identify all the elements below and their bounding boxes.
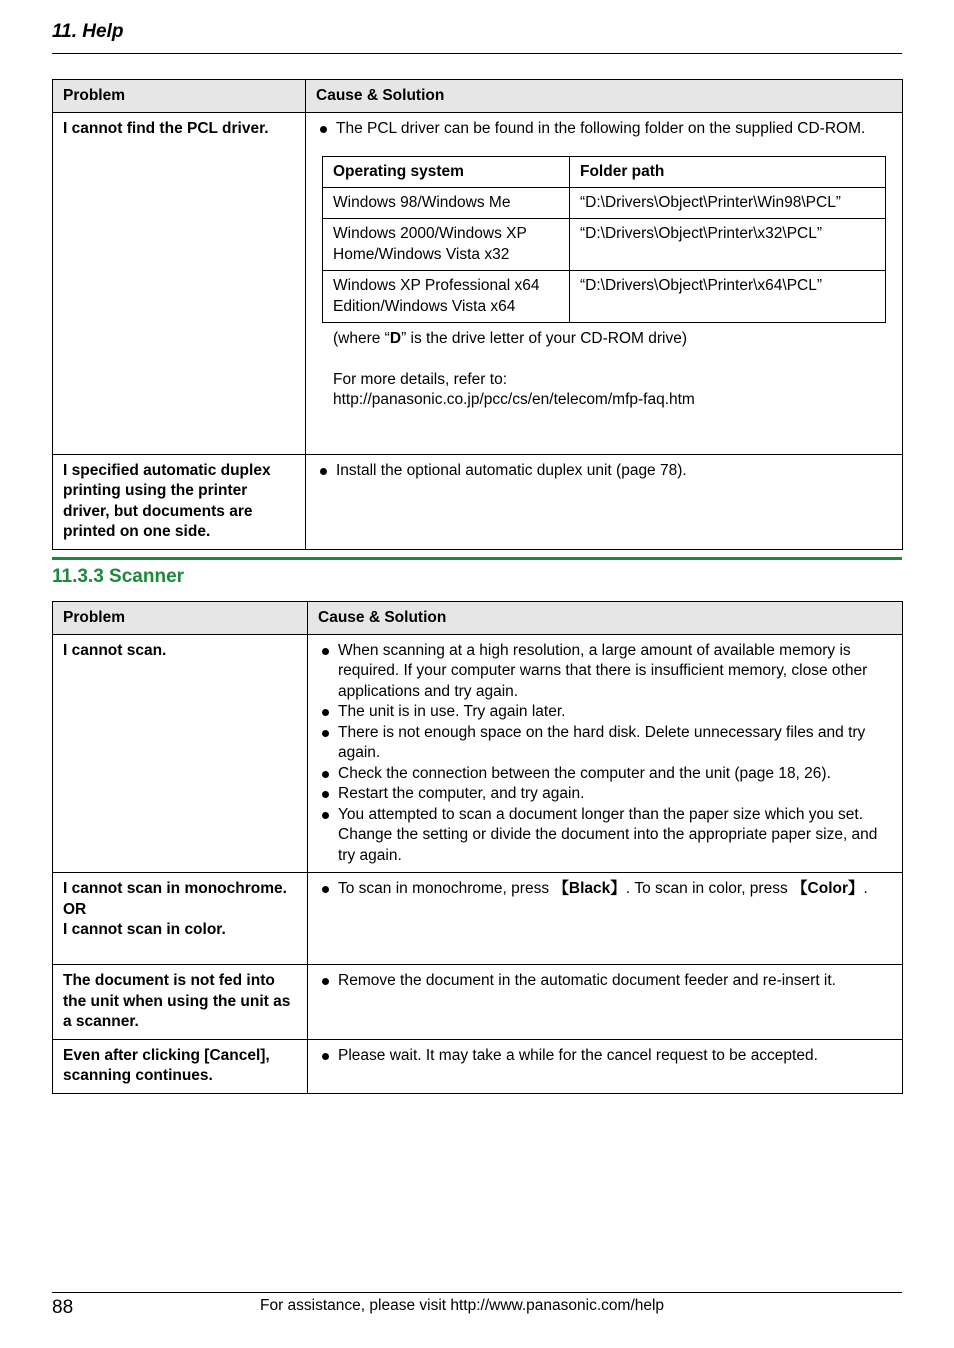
table-row [323, 271, 886, 323]
text-segment: . To scan in color, press [625, 880, 793, 897]
problem-line: OR [63, 900, 87, 918]
table-row [53, 873, 903, 965]
path-cell: “D:\Drivers\Object\Printer\Win98\PCL” [570, 187, 886, 219]
column-header-solution: Cause & Solution [308, 602, 903, 635]
path-cell: “D:\Drivers\Object\Printer\x64\PCL” [570, 271, 886, 323]
scanner-troubleshooting-table [52, 601, 903, 1094]
table-row [323, 219, 886, 271]
solution-list [318, 641, 892, 867]
problem-cell: I cannot find the PCL driver. [53, 112, 306, 454]
table-row [323, 187, 886, 219]
solution-cell [306, 112, 903, 454]
table-row [53, 454, 903, 549]
problem-cell: I specified automatic duplex printing using the printer driver, but documents are printed on one side. [53, 454, 306, 549]
list-item: The PCL driver can be found in the following folder on the supplied CD-ROM. [316, 119, 892, 140]
solution-cell [308, 965, 903, 1040]
column-header-path: Folder path [570, 157, 886, 188]
drive-letter: D [389, 330, 402, 347]
column-header-problem: Problem [53, 602, 308, 635]
list-item: Restart the computer, and try again. [318, 784, 892, 805]
list-item: Check the connection between the computer and the unit (page 18, 26). [318, 764, 892, 785]
footer-assistance-text: For assistance, please visit http://www.panasonic.com/help [260, 1297, 665, 1314]
drive-letter-note [333, 329, 892, 350]
os-cell: Windows 98/Windows Me [323, 187, 570, 219]
column-header-solution: Cause & Solution [306, 80, 903, 113]
problem-cell: I cannot scan. [53, 634, 308, 873]
printer-troubleshooting-table [52, 79, 903, 550]
black-key-label: 【Black】 [553, 880, 626, 897]
table-row [53, 1039, 903, 1093]
table-header-row [53, 80, 903, 113]
problem-line: I cannot scan in monochrome. [63, 880, 287, 897]
solution-list [316, 119, 892, 140]
table-header-row [323, 157, 886, 188]
details-url: http://panasonic.co.jp/pcc/cs/en/telecom/mfp-faq.htm [333, 391, 695, 408]
list-item: There is not enough space on the hard disk. Delete unnecessary files and try again. [318, 723, 892, 764]
solution-cell [308, 873, 903, 965]
list-item: You attempted to scan a document longer than the paper size which you set. Change the setting or divide the document into the appropriate paper size, and try again. [318, 805, 892, 867]
chapter-title: 11. Help [52, 21, 124, 42]
table-row [53, 965, 903, 1040]
note-suffix: ” is the drive letter of your CD-ROM drive) [401, 330, 688, 347]
solution-cell [308, 1039, 903, 1093]
list-item: Remove the document in the automatic document feeder and re-insert it. [318, 971, 892, 992]
text-segment: To scan in monochrome, press [338, 880, 554, 897]
table-row [53, 112, 903, 454]
os-cell: Windows 2000/Windows XP Home/Windows Vista x32 [323, 219, 570, 271]
table-row [53, 634, 903, 873]
problem-cell: The document is not fed into the unit when using the unit as a scanner. [53, 965, 308, 1040]
solution-cell [308, 634, 903, 873]
color-key-label: 【Color】 [792, 880, 864, 897]
folder-path-table [322, 156, 886, 323]
os-cell: Windows XP Professional x64 Edition/Windows Vista x64 [323, 271, 570, 323]
list-item: Install the optional automatic duplex unit (page 78). [316, 461, 892, 482]
list-item: When scanning at a high resolution, a large amount of available memory is required. If your computer warns that there is insufficient memory, close other applications and try again. [318, 641, 892, 703]
problem-cell: Even after clicking [Cancel], scanning continues. [53, 1039, 308, 1093]
path-cell: “D:\Drivers\Object\Printer\x32\PCL” [570, 219, 886, 271]
column-header-problem: Problem [53, 80, 306, 113]
section-divider [52, 557, 902, 560]
section-title: 11.3.3 Scanner [52, 566, 185, 587]
solution-list [318, 971, 892, 992]
details-label: For more details, refer to: [333, 370, 508, 388]
problem-cell [53, 873, 308, 965]
solution-list [318, 1046, 892, 1067]
list-item: The unit is in use. Try again later. [318, 702, 892, 723]
page-number: 88 [52, 1297, 74, 1318]
solution-list [318, 879, 892, 900]
header-divider [52, 53, 902, 54]
text-segment: . [863, 880, 868, 897]
problem-line: I cannot scan in color. [63, 921, 226, 938]
column-header-os: Operating system [323, 157, 570, 188]
drive-note [333, 329, 892, 411]
solution-cell [306, 454, 903, 549]
list-item: Please wait. It may take a while for the cancel request to be accepted. [318, 1046, 892, 1067]
note-prefix: (where “ [333, 330, 390, 347]
solution-list [316, 461, 892, 482]
table-header-row [53, 602, 903, 635]
list-item [318, 879, 892, 900]
footer-divider [52, 1292, 902, 1293]
